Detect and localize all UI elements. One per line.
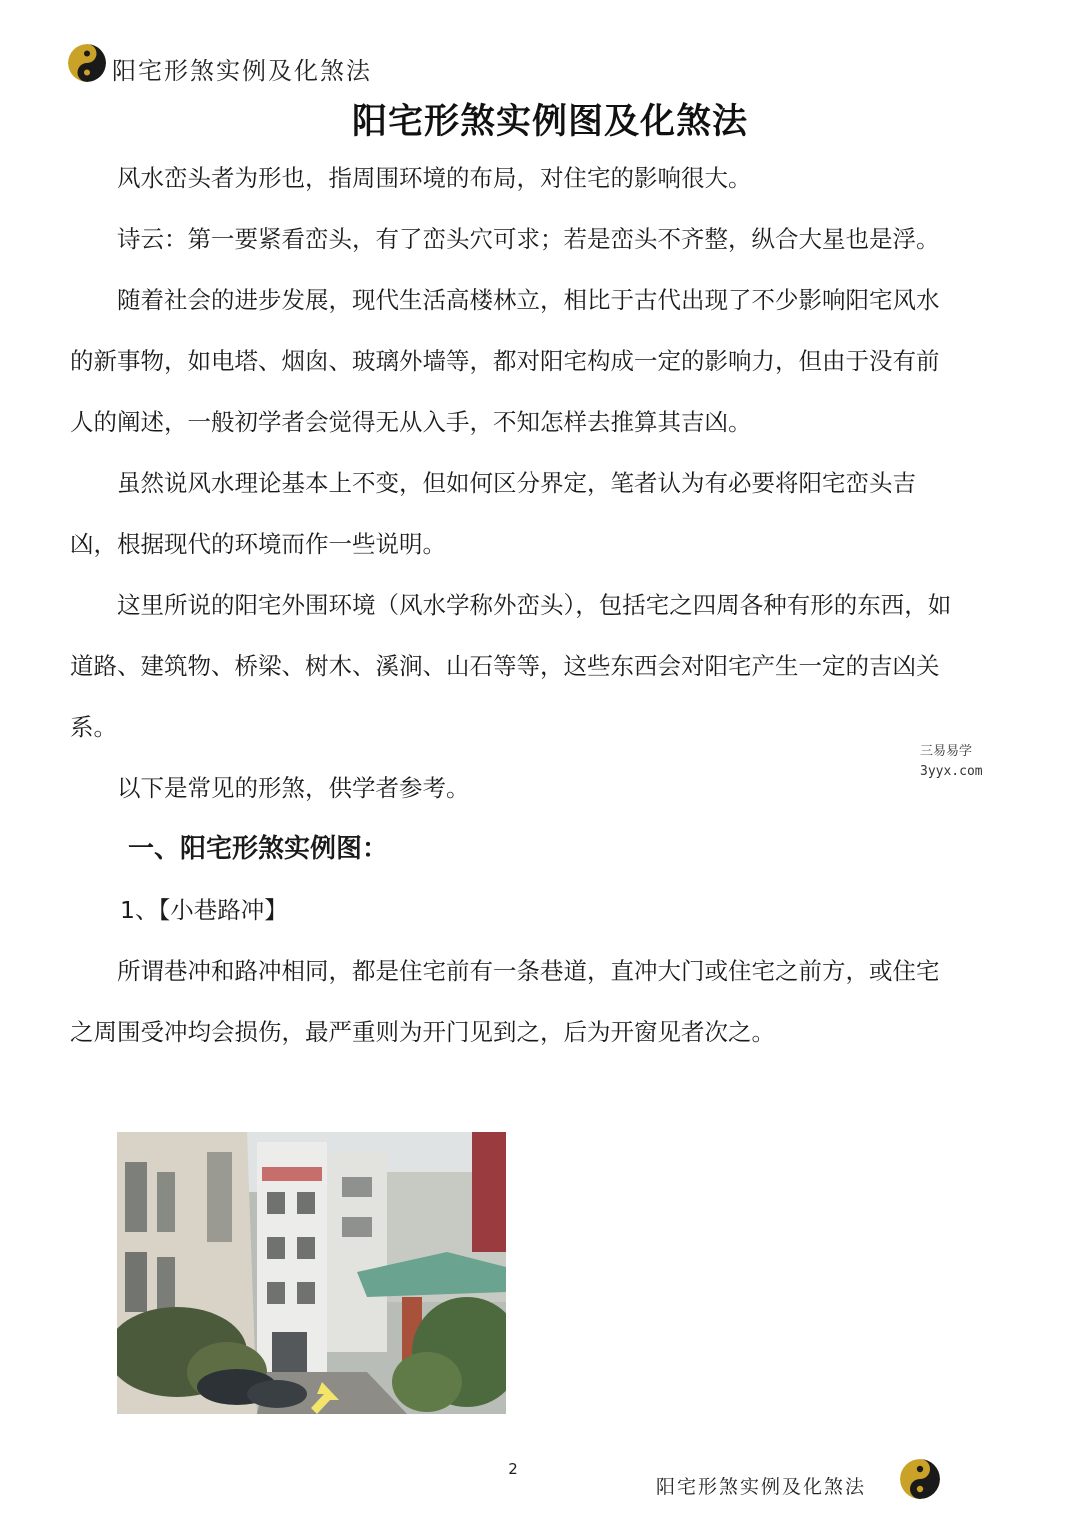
paragraph: 虽然说风水理论基本上不变，但如何区分界定，笔者认为有必要将阳宅峦头吉凶，根据现代的环境而作一些说明。 — [70, 469, 916, 558]
watermark-line2: 3yyx.com — [920, 764, 983, 779]
footer-title: 阳宅形煞实例及化煞法 — [656, 1475, 867, 1498]
yin-yang-icon — [68, 44, 106, 82]
watermark — [822, 738, 990, 790]
header-title: 阳宅形煞实例及化煞法 — [112, 56, 372, 85]
yin-yang-icon — [900, 1459, 940, 1499]
article-body — [70, 148, 960, 1063]
paragraph: 这里所说的阳宅外围环境（风水学称外峦头），包括宅之四周各种有形的东西，如道路、建筑物、桥梁、树木、溪涧、山石等等，这些东西会对阳宅产生一定的吉凶关系。 — [70, 591, 952, 741]
paragraph: 随着社会的进步发展，现代生活高楼林立，相比于古代出现了不少影响阳宅风水的新事物，如电塔、烟囱、玻璃外墙等，都对阳宅构成一定的影响力，但由于没有前人的阐述，一般初学者会觉得无从入手，不知怎样去推算其吉凶。 — [70, 286, 940, 436]
page-number: 2 — [508, 1460, 518, 1478]
paragraph: 诗云：第一要紧看峦头，有了峦头穴可求；若是峦头不齐整，纵合大星也是浮。 — [117, 225, 940, 253]
alley-photo — [117, 1132, 506, 1414]
page-header — [68, 38, 372, 88]
paragraph: 所谓巷冲和路冲相同，都是住宅前有一条巷道，直冲大门或住宅之前方，或住宅之周围受冲均会损伤，最严重则为开门见到之，后为开窗见者次之。 — [70, 957, 940, 1046]
section-heading: 一、阳宅形煞实例图： — [128, 834, 389, 864]
page-footer — [656, 1455, 940, 1503]
paragraph: 风水峦头者为形也，指周围环境的布局，对住宅的影响很大。 — [117, 164, 752, 192]
paragraph: 以下是常见的形煞，供学者参考。 — [117, 774, 470, 802]
item-label: 1、【小巷路冲】 — [120, 896, 288, 924]
page-title: 阳宅形煞实例图及化煞法 — [351, 102, 748, 142]
watermark-line1: 三易易学 — [920, 744, 973, 759]
